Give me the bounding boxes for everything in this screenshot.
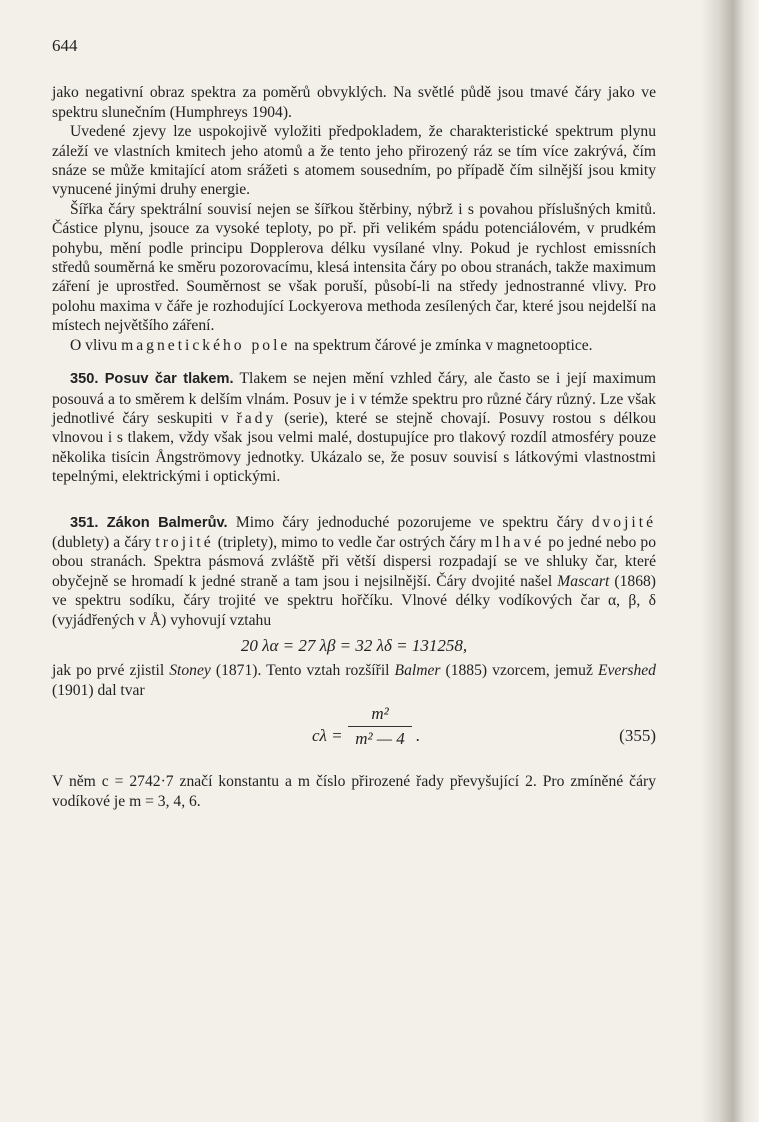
paragraph-explanation: Uvedené zjevy lze uspokojivě vyložiti předpokladem, že charakteristické spektrum plynu záleží ve vlastních kmitech jeho atomů a že tento jeho přirozený ráz se tím více zakrývá, čím snáze se může kmitající atom srážeti s atomem sousedním, po případě čím silnější jsou kmity vynucené jinými druhy energie. bbox=[52, 123, 656, 199]
formula-lhs: cλ = bbox=[312, 726, 343, 746]
section-350 bbox=[52, 369, 656, 486]
book-page bbox=[52, 36, 656, 811]
section-number: 351. bbox=[70, 514, 99, 531]
text-segment: na spektrum čárové je zmínka v magnetooptice. bbox=[290, 336, 593, 354]
equation-balmer-ratios: 20 λα = 27 λβ = 32 λδ = 131258, bbox=[240, 635, 468, 655]
formula-fraction bbox=[348, 704, 412, 748]
text-segment: (1871). Tento vztah rozšířil bbox=[210, 662, 395, 680]
formula-numerator: m² bbox=[348, 704, 412, 726]
text-segment: (dublety) a čáry bbox=[52, 533, 156, 551]
paragraph-history bbox=[52, 661, 656, 700]
text-segment: (1901) dal tvar bbox=[52, 681, 145, 699]
spaced-term: dvojité bbox=[591, 513, 657, 531]
text-segment: (1885) vzorcem, jemuž bbox=[440, 662, 598, 680]
author-name: Balmer bbox=[394, 662, 441, 680]
text-segment: (serie), které se stejně chovají. Posuvy rostou s délkou vlnovou i s tlakem, vždy však jsou velmi malé, dostupujíce pro tlakový rozdíl atmosféry pouze několika tisícin Ångströmovy jednotky. Ukázalo se, že posuv souvisí s látkovými vlastnostmi tepelnými, elektrickými i optickými. bbox=[52, 409, 657, 486]
spaced-term: mlhavé bbox=[480, 533, 545, 551]
author-name: Stoney bbox=[169, 662, 211, 680]
section-title: Zákon Balmerův. bbox=[106, 514, 228, 531]
spaced-term: řady bbox=[236, 409, 277, 427]
text-segment: (1868) ve spektru sodíku, čáry trojité ve spektru hořčíku. Vlnové délky vodíkových čar α, β, δ (vyjádřených v Å) vyhovují vztahu bbox=[52, 572, 656, 629]
paragraph-line-width: Šířka čáry spektrální souvisí nejen se šířkou štěrbiny, nýbrž i s povahou příslušných kmitů. Částice plynu, jsouce za vysoké teploty, po př. při velikém spádu potenciálovém, v prudkém pohybu, mění podle principu Dopplerova délku vysílané vlny. Pokud je rychlost emissních středů souměrná ke směru pozorovacímu, klesá intensita čáry po obou stranách, takže maximum záření je uprostřed. Souměrnost se však poruší, působí-li na středy jednostranné vlivy. Pro polohu maxima v čáře je rozhodující Lockyerova methoda zesílených čar, které jsou nejdelší na místech největšího záření. bbox=[52, 200, 656, 335]
text-segment: jak po prvé zjistil bbox=[52, 662, 170, 680]
text-segment: (triplety), mimo to vedle čar ostrých čáry bbox=[213, 533, 481, 551]
section-number: 350. bbox=[70, 371, 99, 388]
formula-trailing-dot: . bbox=[416, 726, 421, 746]
paragraph-final: V něm c = 2742·7 značí konstantu a m číslo přirozené řady převyšující 2. Pro zmíněné čáry vodíkové je m = 3, 4, 6. bbox=[52, 773, 656, 810]
author-name: Mascart bbox=[557, 572, 610, 590]
page-edge-shadow bbox=[701, 0, 759, 1122]
paragraph-continuation: jako negativní obraz spektra za poměrů obvyklých. Na světlé půdě jsou tmavé čáry jako ve spektru slunečním (Humphreys 1904). bbox=[52, 84, 656, 121]
paragraph-magnetic-field bbox=[52, 336, 656, 355]
text-segment: Mimo čáry jednoduché pozorujeme ve spektru čáry bbox=[227, 513, 592, 531]
text-segment: Tlakem se nejen mění vzhled čáry, ale často se i její maximum posouvá a to směrem k delším vlnám. Posuv je i v témže spektru pro různé čáry různý. Lze však jednotlivé čáry seskupiti v bbox=[52, 370, 656, 427]
formula-355 bbox=[52, 704, 656, 766]
spaced-term: magnetického pole bbox=[121, 336, 291, 354]
author-name: Evershed bbox=[597, 662, 656, 680]
text-segment: O vlivu bbox=[70, 336, 122, 354]
section-title: Posuv čar tlakem. bbox=[104, 371, 234, 388]
page-number: 644 bbox=[52, 36, 78, 55]
section-351 bbox=[52, 513, 656, 630]
spaced-term: trojité bbox=[155, 533, 214, 551]
formula-denominator: m² — 4 bbox=[355, 728, 405, 748]
equation-number: (355) bbox=[619, 726, 656, 746]
text-segment: po jedné nebo po obou stranách. Spektra pásmová zvláště při větší dispersi rozpadají se ve shluky čar, které obyčejně se hromadí k jedné straně a tam jsou i nejsilnější. Čáry dvojité našel bbox=[52, 533, 656, 590]
